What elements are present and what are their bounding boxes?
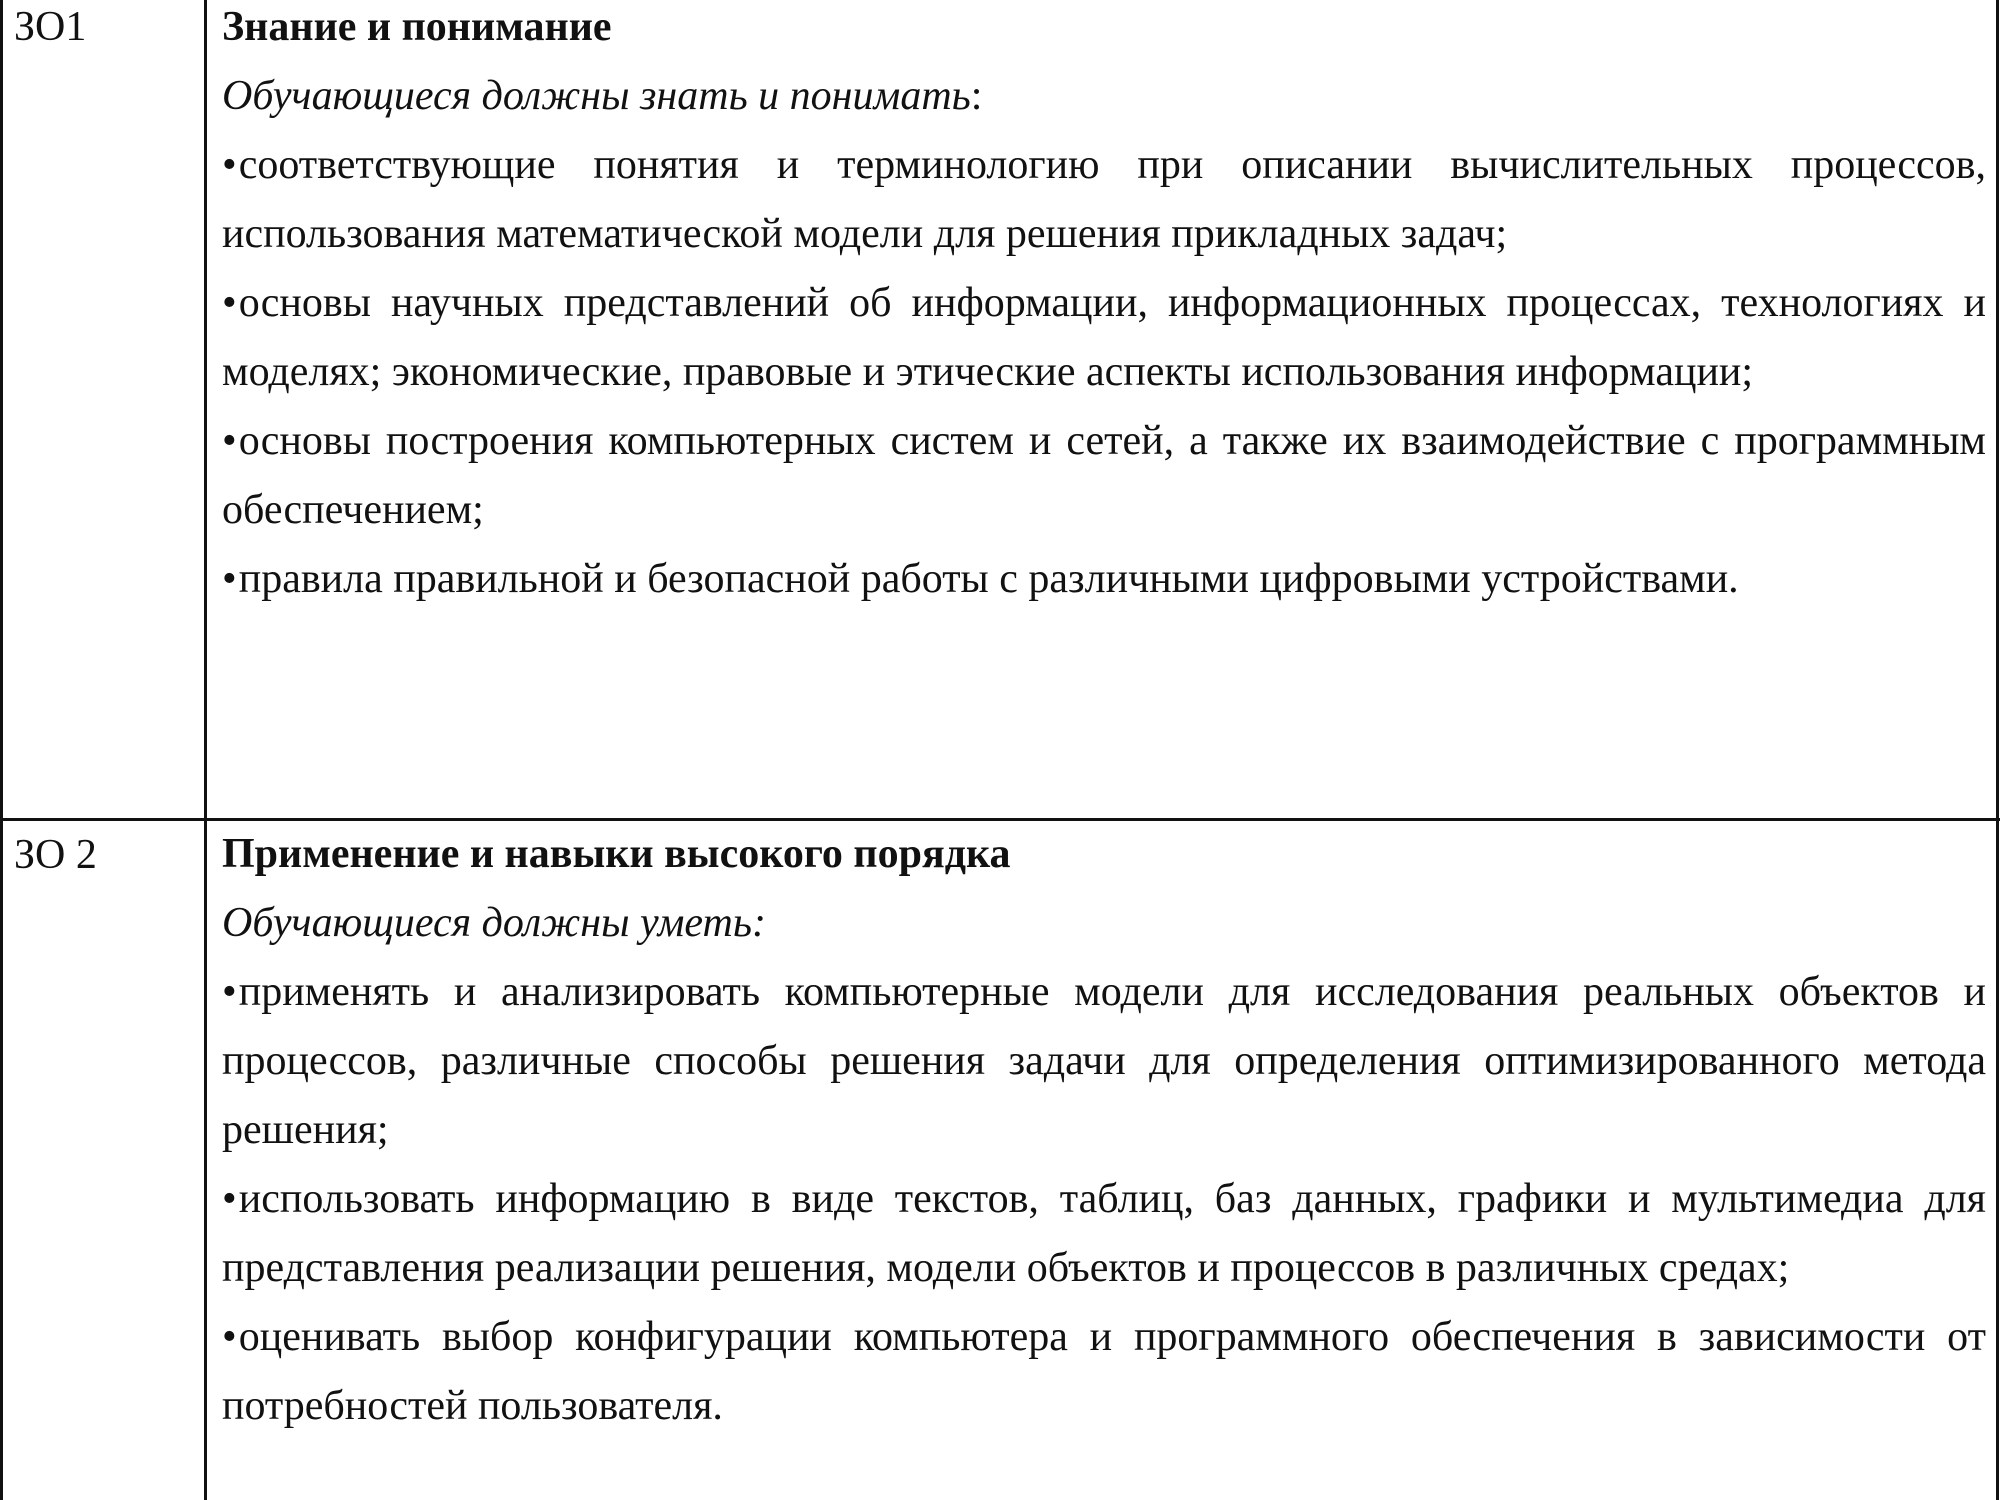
outcome-bullet-text: применять и анализировать компьютерные модели для исследования реальных объектов и процессов, различные способы решения задачи для определения оптимизированного метода решения; — [222, 969, 1986, 1153]
outcome-code: ЗО 2 — [14, 832, 97, 878]
outcome-bullet-text: основы построения компьютерных систем и сетей, а также их взаимодействие с программным обеспечением; — [222, 418, 1986, 533]
table-column-divider — [204, 0, 207, 1500]
bullet-dot-icon: • — [222, 1176, 237, 1222]
outcome-bullet-text: соответствующие понятия и терминологию при описании вычислительных процессов, использования математической модели для решения прикладных задач; — [222, 142, 1986, 257]
outcome-bullet — [222, 958, 1986, 1165]
outcome-code: ЗО1 — [14, 4, 87, 50]
bullet-dot-icon: • — [222, 969, 237, 1015]
outcome-bullet — [222, 545, 1986, 614]
outcome-bullet — [222, 269, 1986, 407]
outcome-bullet — [222, 407, 1986, 545]
bullet-dot-icon: • — [222, 556, 237, 602]
bullet-dot-icon: • — [222, 280, 237, 326]
table-border-right — [1996, 0, 1999, 1500]
outcome-bullet — [222, 1303, 1986, 1441]
outcome-bullet — [222, 1165, 1986, 1303]
bullet-dot-icon: • — [222, 142, 237, 188]
outcome-heading: Знание и понимание — [222, 4, 612, 50]
outcome-heading: Применение и навыки высокого порядка — [222, 831, 1011, 877]
outcome-bullet-text: основы научных представлений об информации, информационных процессах, технологиях и моделях; экономические, правовые и этические аспекты использования информации; — [222, 280, 1986, 395]
outcome-intro-text: Обучающиеся должны знать и понимать — [222, 73, 971, 119]
bullet-dot-icon: • — [222, 418, 237, 464]
bullet-dot-icon: • — [222, 1314, 237, 1360]
outcome-intro-text: Обучающиеся должны уметь: — [222, 900, 766, 946]
outcome-content — [222, 0, 1986, 614]
outcome-content — [222, 820, 1986, 1441]
outcome-bullet — [222, 131, 1986, 269]
outcome-intro — [222, 62, 1986, 131]
outcome-bullet-text: правила правильной и безопасной работы с различными цифровыми устройствами. — [238, 556, 1739, 602]
outcome-intro — [222, 889, 1986, 958]
outcome-bullet-text: использовать информацию в виде текстов, таблиц, баз данных, графики и мультимедиа для представления реализации решения, модели объектов и процессов в различных средах; — [222, 1176, 1986, 1291]
table-border-left — [0, 0, 3, 1500]
outcome-bullet-text: оценивать выбор конфигурации компьютера и программного обеспечения в зависимости от потребностей пользователя. — [222, 1314, 1986, 1429]
outcome-intro-suffix: : — [970, 73, 983, 119]
